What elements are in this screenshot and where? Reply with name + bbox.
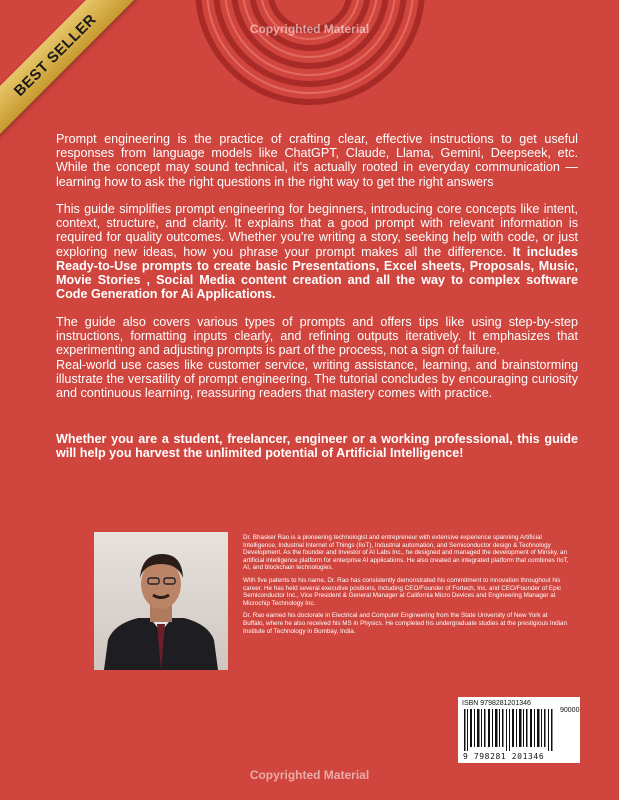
- intro-paragraph: [56, 132, 578, 189]
- guide-text: This guide simplifies prompt engineering for beginners, introducing core concepts like intent, context, structure, and clarity. It explains that a good prompt with relevant information is required for quality outcomes. Whether you're writing a story, seeking help with code, or just exploring new ideas, how you phrase your prompt makes all the difference.: [56, 202, 578, 259]
- intro-text: Prompt engineering is the practice of crafting clear, effective instructions to get useful responses from language models like ChatGPT, Claude, Llama, Gemini, Deepseek, etc. While the concept may sound technical, it's actually rooted in everyday communication — learning how to ask the right questions in the right way to get the right answers: [56, 132, 578, 189]
- author-bio: [243, 534, 569, 640]
- copyright-watermark-top: Copyrighted Material: [249, 22, 370, 36]
- closing-paragraph: [56, 432, 578, 460]
- guide-paragraph: [56, 202, 578, 301]
- bio-paragraph-3: Dr. Rao earned his doctorate in Electrical and Computer Engineering from the State University of New York at Buffalo, where he also received his MS in Physics. He completed his undergraduate studies at the prestigious Indian Institute of Technology in Bombay, India.: [243, 612, 568, 635]
- barcode-bars: [464, 709, 556, 751]
- best-seller-label: BEST SELLER: [10, 10, 100, 100]
- coverage-text-a: The guide also covers various types of prompts and offers tips like using step-by-step instructions, formatting inputs clearly, and refining outputs iteratively. It emphasizes that experimenting and adjusting prompts is part of the process, not a sign of failure.: [56, 315, 578, 358]
- barcode-digits: 9 798281 201346: [463, 752, 545, 761]
- coverage-text-b: Real-world use cases like customer service, writing assistance, learning, and brainstorming illustrate the versatility of prompt engineering. The tutorial concludes by encouraging curiosity and continuous learning, reassuring readers that mastery comes with practice.: [56, 357, 578, 401]
- closing-text: Whether you are a student, freelancer, engineer or a working professional, this guide will help you harvest the unlimited potential of Artificial Intelligence!: [56, 432, 578, 461]
- isbn-label: ISBN 9798281201346: [462, 700, 531, 707]
- author-photo: [94, 532, 228, 670]
- bio-paragraph-2: With five patents to his name, Dr. Rao has consistently demonstrated his commitment to innovation throughout his career. He has held several executive positions, including CEO/Founder of Fortech, Inc. and CEO/Founder of Epic Semiconductor Inc., Vice President & General Manager at California Micro Devices and Engineering Manager at Microchip Technology Inc.: [243, 576, 562, 607]
- bio-paragraph-1: Dr. Bhasker Rao is a pioneering technologist and entrepreneur with extensive experience spanning Artificial Intelligence, Industrial Internet of Things (IIoT), Industrial automation, and Semiconductor design & Technology Development. As the founder and Investor of AI Labs Inc., he designed and managed the development of Minsky, an artificial intelligence platform for enterprise AI applications. He also created an integrated platform that combines IIoT, AI, and blockchain technologies.: [243, 534, 569, 572]
- isbn-barcode: [458, 697, 580, 763]
- coverage-paragraph: [56, 315, 578, 400]
- copyright-watermark-bottom: Copyrighted Material: [249, 768, 370, 782]
- price-code: 90000: [560, 707, 580, 714]
- guide-highlight: It includes Ready-to-Use prompts to create basic Presentations, Excel sheets, Proposals, Music, Movie Stories , Social Media content creation and all the way to complex software Code Generation for Ai Applications.: [56, 244, 578, 302]
